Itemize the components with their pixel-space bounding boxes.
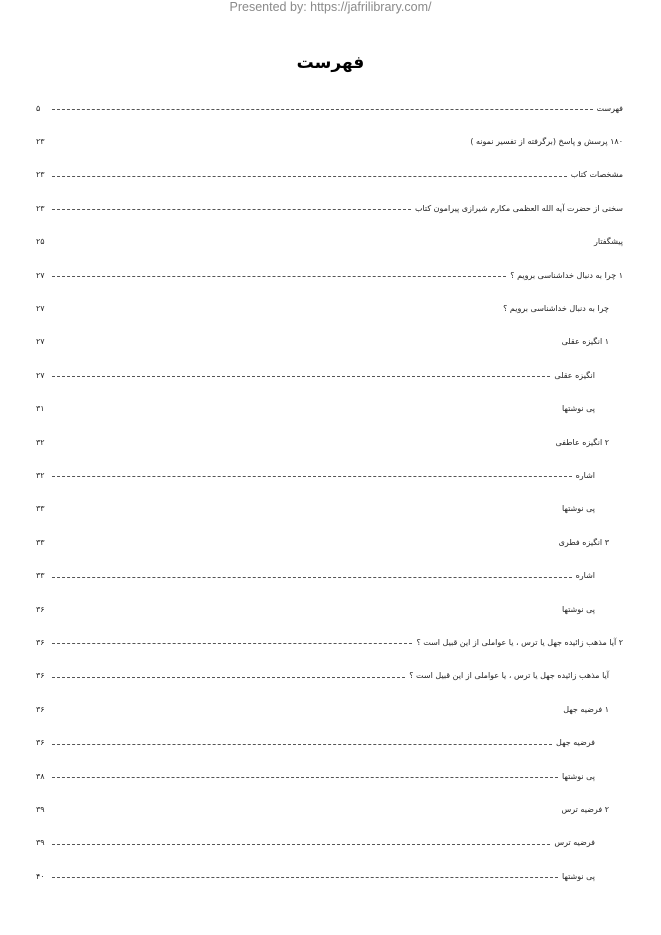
toc-page-number: ۳۳ (36, 504, 45, 514)
toc-dot-leader (52, 310, 499, 311)
toc-entry[interactable] (36, 827, 623, 860)
toc-page-number: ۴۰ (36, 871, 45, 881)
toc-entry[interactable] (36, 459, 623, 492)
toc-dot-leader (52, 443, 551, 444)
toc-dot-leader (52, 143, 466, 144)
toc-entry-title: ۲ آیا مذهب زائیده جهل یا ترس ، یا عواملی از این قبیل است ؟ (416, 637, 623, 647)
table-of-contents (36, 92, 623, 893)
toc-dot-leader (52, 877, 558, 878)
toc-dot-leader (52, 209, 411, 210)
toc-entry-title: ۳ انگیزه فطری (558, 537, 609, 547)
watermark-url: Presented by: https://jafrilibrary.com/ (229, 0, 432, 14)
toc-page-number: ۳۶ (36, 671, 45, 681)
toc-entry[interactable] (36, 326, 623, 359)
toc-dot-leader (52, 343, 558, 344)
toc-dot-leader (52, 243, 590, 244)
toc-entry-title: مشخصات کتاب (570, 170, 623, 180)
toc-dot-leader (52, 109, 593, 110)
toc-dot-leader (52, 543, 555, 544)
toc-dot-leader (52, 844, 550, 845)
toc-page-number: ۳۶ (36, 738, 45, 748)
toc-page-number: ۲۷ (36, 270, 45, 280)
toc-page-number: ۲۵ (36, 237, 45, 247)
toc-dot-leader (52, 610, 558, 611)
toc-entry[interactable] (36, 559, 623, 592)
toc-entry-title: پی نوشتها (561, 771, 595, 781)
toc-entry-title: پی نوشتها (561, 871, 595, 881)
toc-page-number: ۳۶ (36, 704, 45, 714)
toc-entry-title: ۱ فرضیه جهل (563, 704, 609, 714)
toc-entry[interactable] (36, 426, 623, 459)
toc-entry[interactable] (36, 693, 623, 726)
toc-entry[interactable] (36, 359, 623, 392)
toc-entry-title: اشاره (575, 470, 595, 480)
toc-entry[interactable] (36, 760, 623, 793)
toc-entry[interactable] (36, 226, 623, 259)
toc-page-number: ۲۷ (36, 337, 45, 347)
toc-dot-leader (52, 810, 557, 811)
toc-dot-leader (52, 176, 567, 177)
toc-entry-title: پی نوشتها (561, 404, 595, 414)
page-title: فهرست (296, 53, 365, 73)
toc-entry[interactable] (36, 493, 623, 526)
toc-entry-title: ۲ فرضیه ترس (561, 804, 609, 814)
toc-entry[interactable] (36, 259, 623, 292)
toc-page-number: ۲۷ (36, 304, 45, 314)
toc-dot-leader (52, 476, 572, 477)
toc-page-number: ۳۲ (36, 437, 45, 447)
toc-dot-leader (52, 777, 558, 778)
toc-entry[interactable] (36, 626, 623, 659)
toc-page-number: ۳۱ (36, 404, 45, 414)
toc-dot-leader (52, 276, 506, 277)
toc-entry-title: ۱ چرا به دنبال خداشناسی برویم ؟ (510, 270, 623, 280)
toc-entry-title: انگیزه عقلی (554, 370, 595, 380)
toc-entry[interactable] (36, 192, 623, 225)
toc-page-number: ۲۳ (36, 203, 45, 213)
toc-dot-leader (52, 710, 559, 711)
toc-page-number: ۳۹ (36, 804, 45, 814)
toc-entry-title: فهرست (596, 103, 623, 113)
toc-entry-title: چرا به دنبال خداشناسی برویم ؟ (503, 304, 609, 314)
toc-page-number: ۲۷ (36, 370, 45, 380)
toc-dot-leader (52, 510, 558, 511)
toc-entry-title: فرضیه ترس (554, 838, 595, 848)
toc-entry-title: ۲ انگیزه عاطفی (555, 437, 609, 447)
toc-entry[interactable] (36, 292, 623, 325)
toc-entry[interactable] (36, 526, 623, 559)
toc-dot-leader (52, 577, 572, 578)
toc-entry-title: ۱ انگیزه عقلی (561, 337, 609, 347)
toc-entry[interactable] (36, 593, 623, 626)
toc-entry[interactable] (36, 726, 623, 759)
toc-page-number: ۳۳ (36, 571, 45, 581)
toc-page-number: ۳۶ (36, 604, 45, 614)
toc-dot-leader (52, 410, 558, 411)
toc-page-number: ۳۳ (36, 537, 45, 547)
toc-entry[interactable] (36, 660, 623, 693)
toc-entry[interactable] (36, 125, 623, 158)
toc-page-number: ۳۸ (36, 771, 45, 781)
toc-dot-leader (52, 376, 550, 377)
toc-entry-title: پی نوشتها (561, 504, 595, 514)
toc-page-number: ۳۶ (36, 637, 45, 647)
toc-page-number: ۲۳ (36, 170, 45, 180)
toc-entry-title: ۱۸۰ پرسش و پاسخ (برگرفته از تفسیر نمونه ) (470, 137, 623, 147)
toc-entry[interactable] (36, 860, 623, 893)
toc-entry-title: پی نوشتها (561, 604, 595, 614)
toc-entry[interactable] (36, 393, 623, 426)
toc-entry[interactable] (36, 793, 623, 826)
toc-entry-title: پیشگفتار (594, 237, 623, 247)
toc-entry-title: فرضیه جهل (556, 738, 595, 748)
toc-page-number: ۳۹ (36, 838, 45, 848)
toc-page-number: ۵ (36, 103, 41, 113)
toc-entry-title: سخنی از حضرت آیه الله العظمی مکارم شیرازی پیرامون کتاب (414, 203, 623, 213)
toc-entry[interactable] (36, 92, 623, 125)
toc-entry-title: آیا مذهب زائیده جهل یا ترس ، یا عواملی از این قبیل است ؟ (409, 671, 609, 681)
toc-dot-leader (52, 677, 405, 678)
toc-entry-title: اشاره (575, 571, 595, 581)
toc-page-number: ۲۳ (36, 137, 45, 147)
toc-entry[interactable] (36, 159, 623, 192)
toc-page-number: ۳۲ (36, 470, 45, 480)
toc-dot-leader (52, 744, 552, 745)
toc-dot-leader (52, 643, 412, 644)
